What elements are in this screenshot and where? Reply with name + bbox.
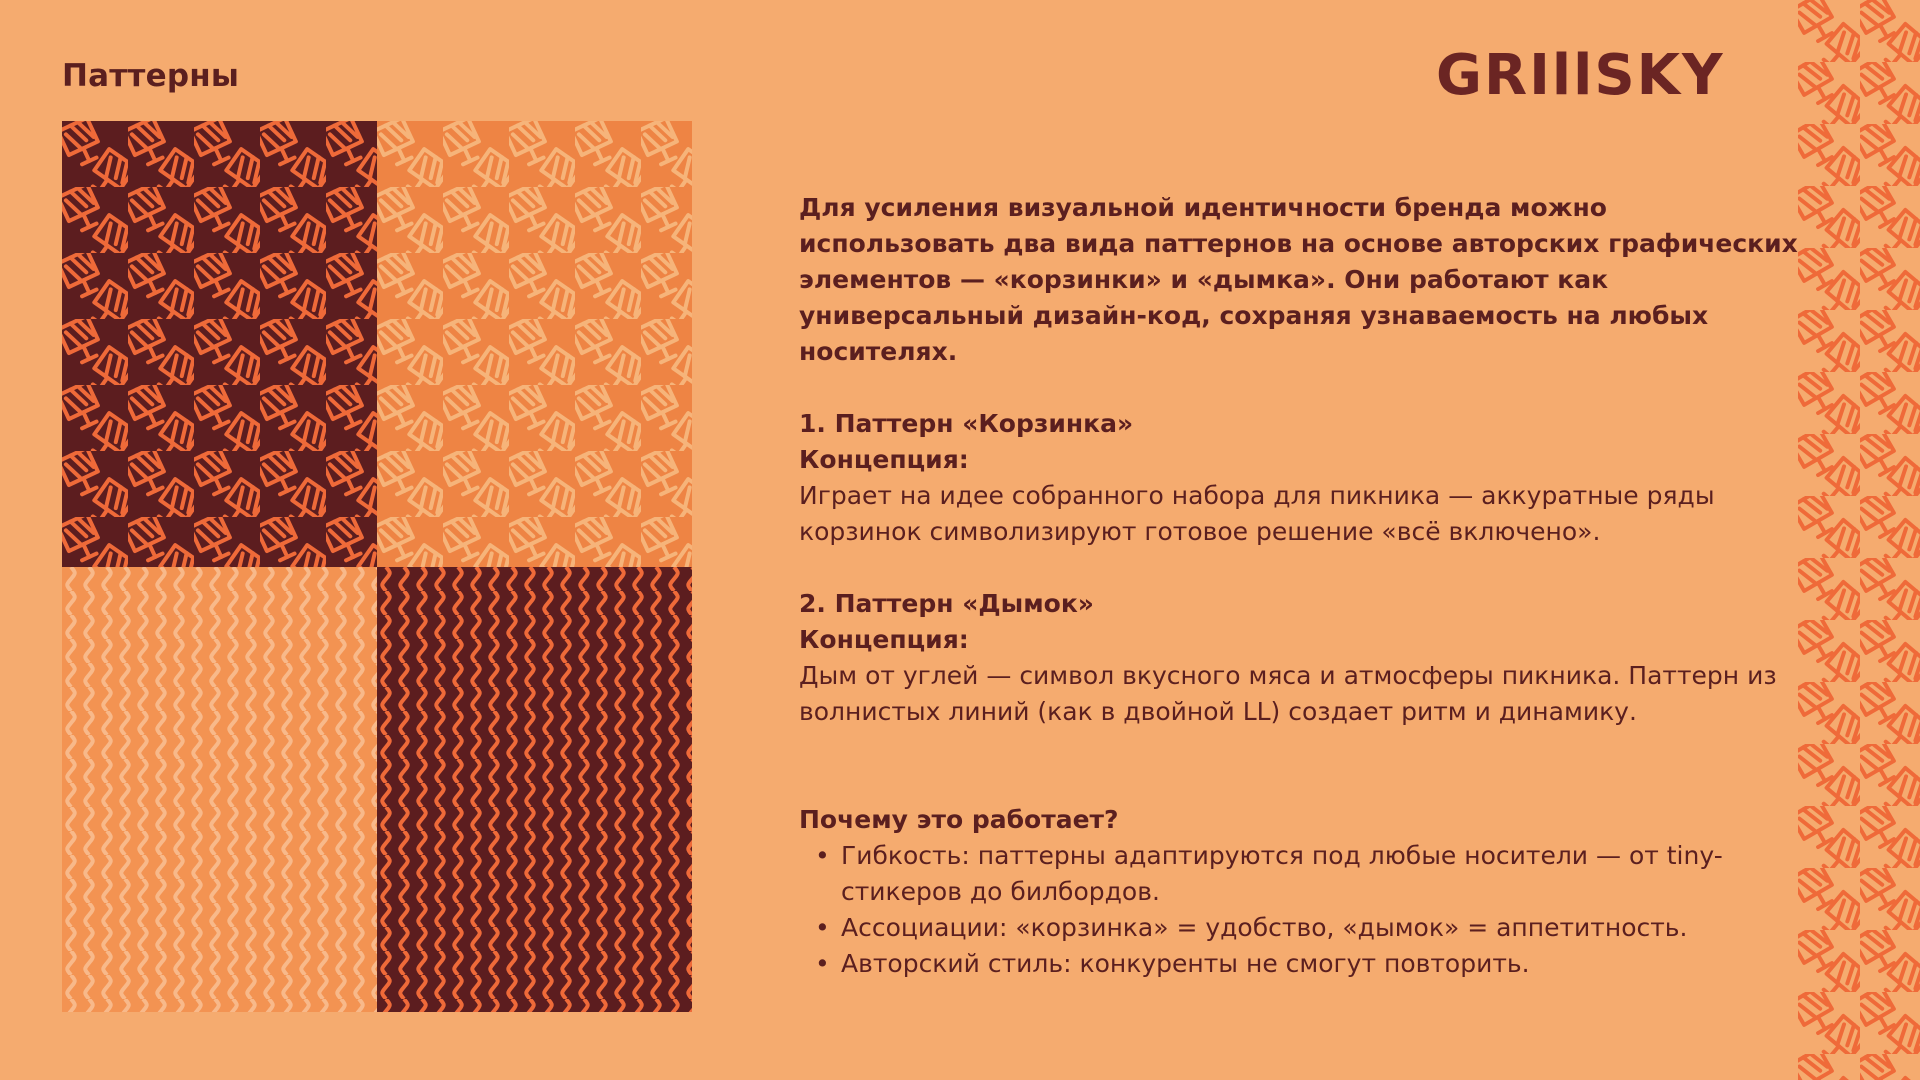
intro-paragraph: Для усиления визуальной идентичности бренда можно использовать два вида паттернов на основе авторских графических элементов — «корзинки» и «дымка». Они работают как универсальный дизайн-код, сохраняя узнаваемость на любых носителях. xyxy=(799,193,1798,366)
basket-pattern-dark xyxy=(62,121,377,567)
smoke-pattern-dark xyxy=(377,567,692,1012)
logo-text: GRIllSKY xyxy=(1436,43,1725,108)
pattern2-concept-label: Концепция: xyxy=(799,625,969,654)
basket-pattern-light-graphic xyxy=(377,121,692,567)
basket-pattern-light xyxy=(377,121,692,567)
side-basket-pattern-graphic xyxy=(1798,0,1920,1080)
brand-logo xyxy=(1436,44,1725,108)
smoke-pattern-light xyxy=(62,567,377,1012)
pattern2-concept-text: Дым от углей — символ вкусного мяса и атмосферы пикника. Паттерн из волнистых линий (как в двойной LL) создает ритм и динамику. xyxy=(799,661,1777,726)
basket-pattern-dark-graphic xyxy=(62,121,377,567)
smoke-pattern-light-graphic xyxy=(62,567,377,1012)
pattern2-title: 2. Паттерн «Дымок» xyxy=(799,589,1094,618)
why-list xyxy=(799,838,1799,982)
pattern1-title: 1. Паттерн «Корзинка» xyxy=(799,409,1134,438)
why-list-item: • Ассоциации: «корзинка» = удобство, «дымок» = аппетитность. xyxy=(799,910,1799,946)
why-title: Почему это работает? xyxy=(799,805,1119,834)
why-list-item: • Гибкость: паттерны адаптируются под любые носители — от tiny-стикеров до билбордов. xyxy=(799,838,1799,910)
pattern1-concept-label: Концепция: xyxy=(799,445,969,474)
pattern-swatches xyxy=(62,121,692,1012)
why-list-item: • Авторский стиль: конкуренты не смогут повторить. xyxy=(799,946,1799,982)
pattern1-concept-text: Играет на идее собранного набора для пикника — аккуратные ряды корзинок символизируют готовое решение «всё включено». xyxy=(799,481,1715,546)
description-column xyxy=(799,190,1799,982)
page-title: Паттерны xyxy=(62,58,240,94)
decorative-pattern-strip xyxy=(1798,0,1920,1080)
smoke-pattern-dark-graphic xyxy=(377,567,692,1012)
